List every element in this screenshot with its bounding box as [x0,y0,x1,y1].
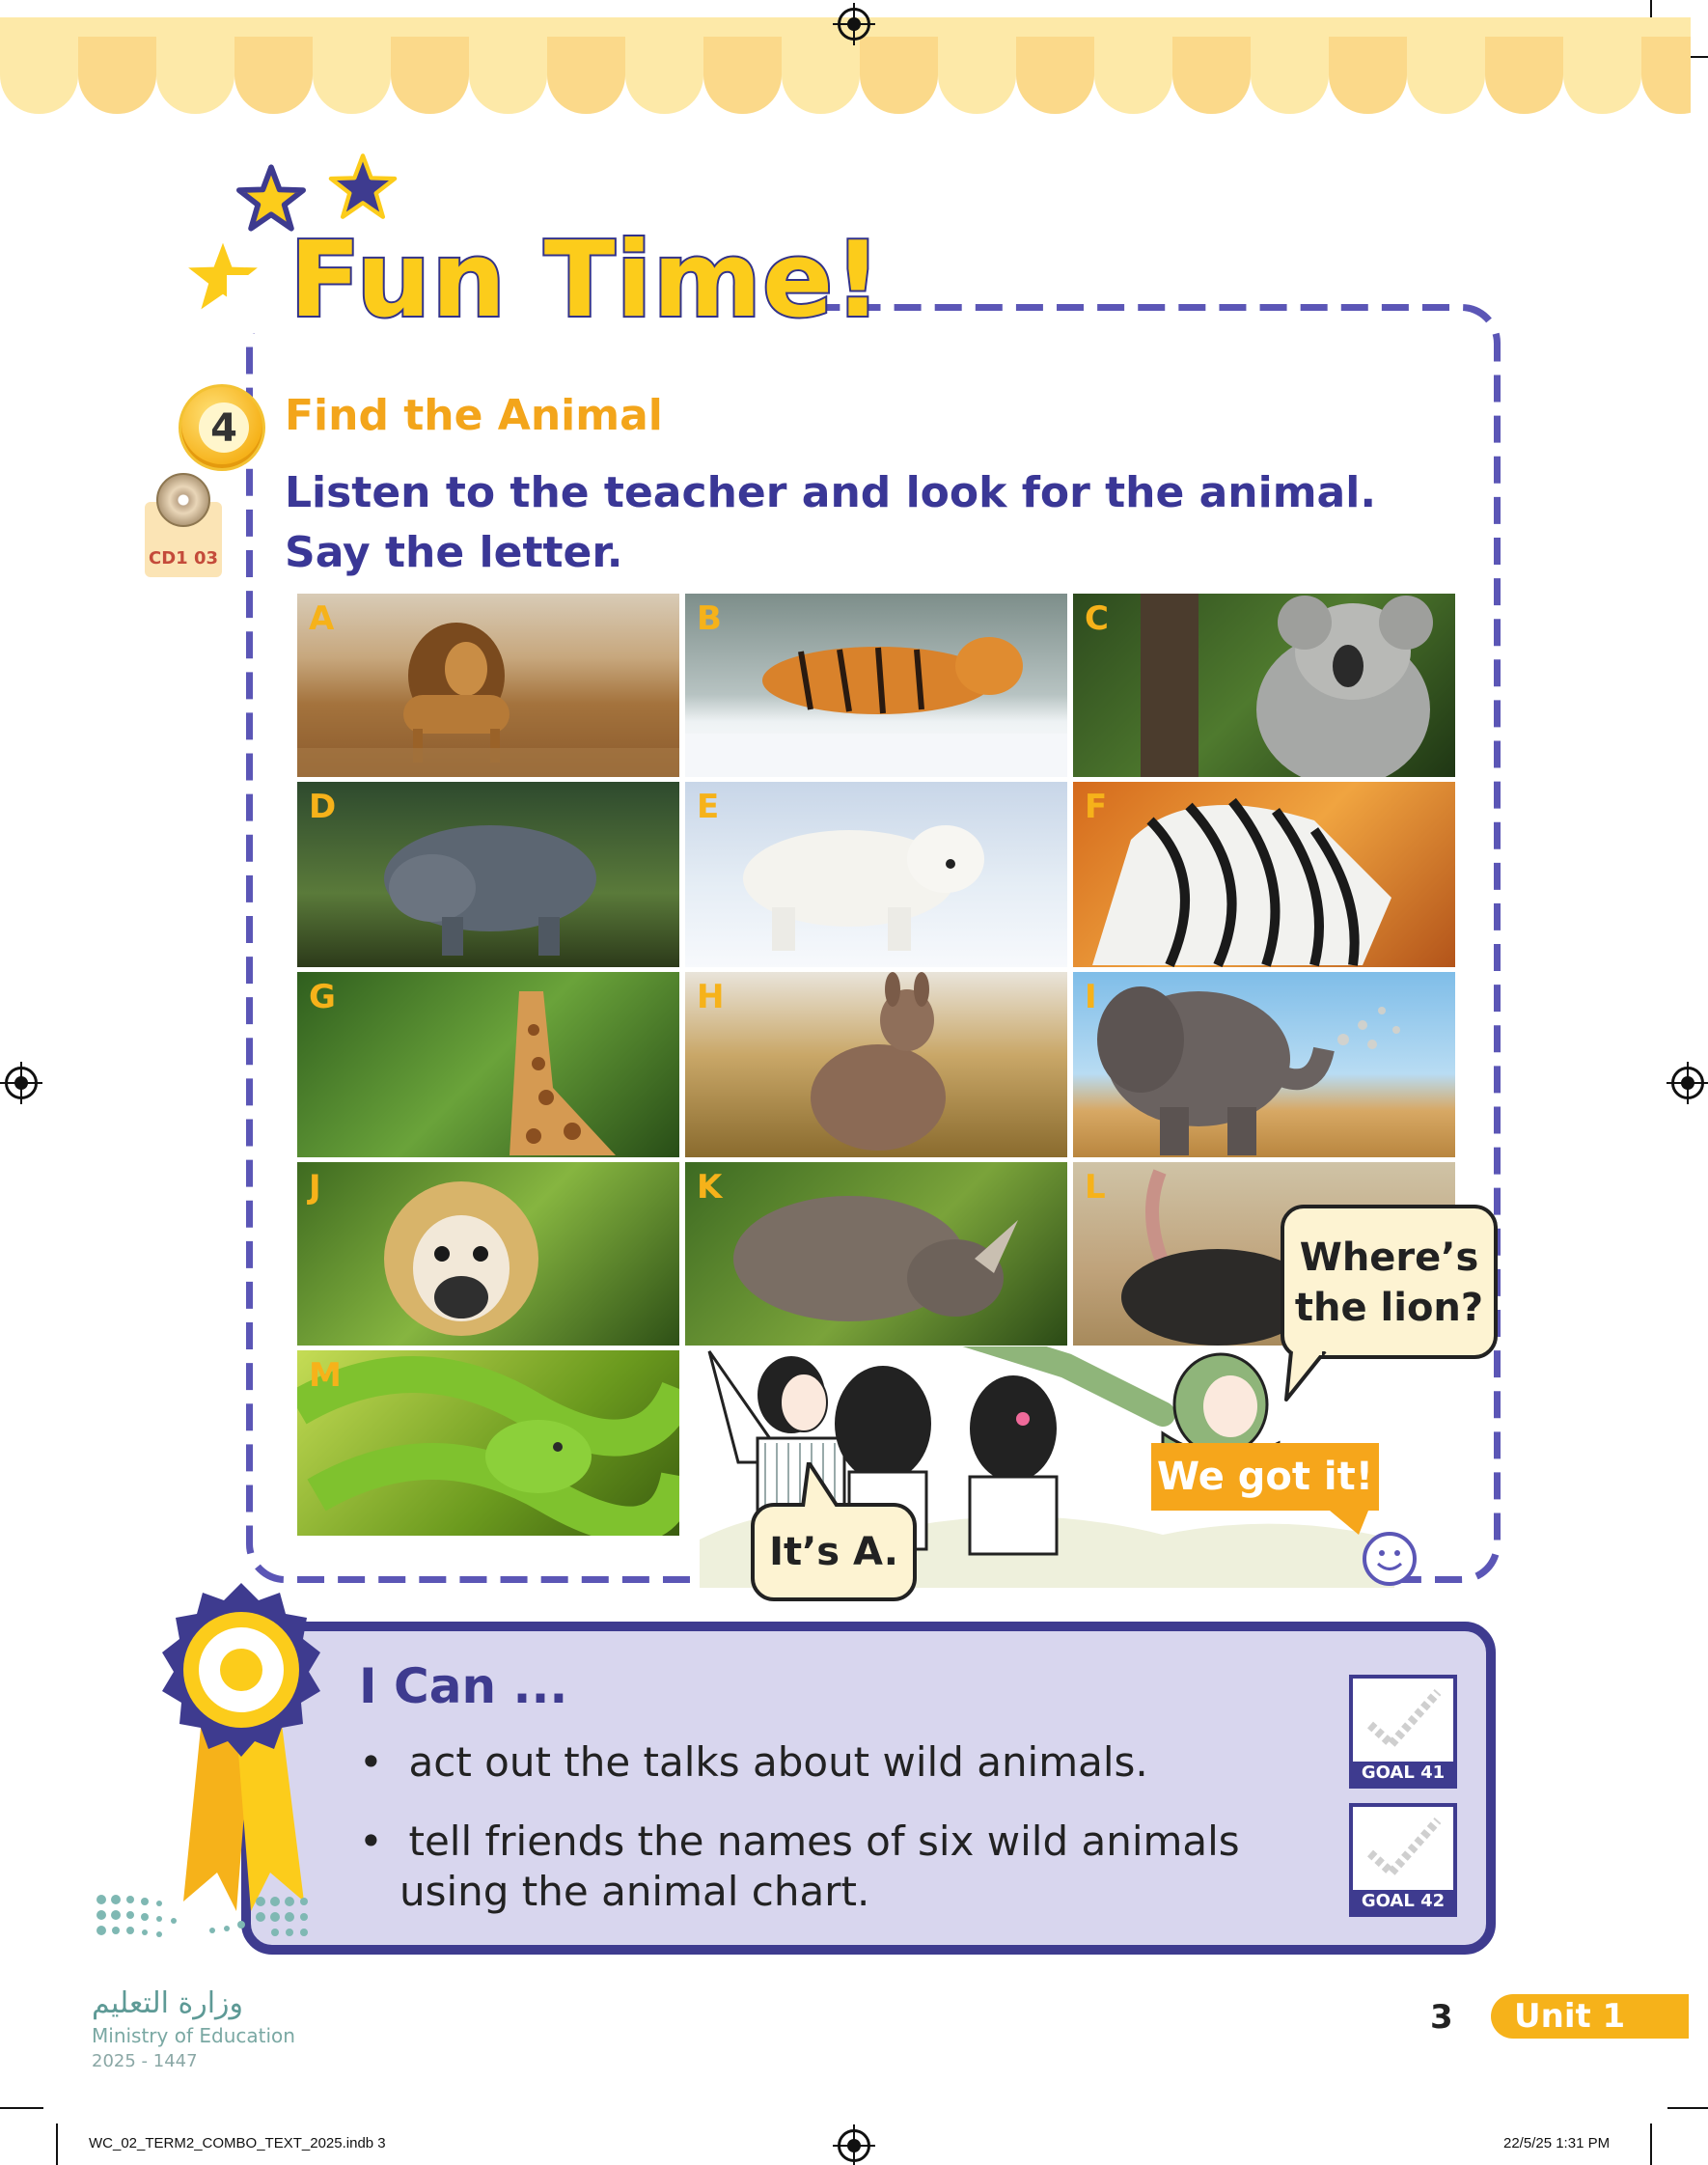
audio-track-label: CD1 03 [149,548,218,569]
photo-giraffe[interactable] [297,972,679,1157]
registration-mark [5,1067,38,1099]
check-icon [1353,1807,1453,1894]
i-can-item-text: using the animal chart. [399,1868,870,1915]
photo-letter: G [309,978,336,1016]
activity-number-badge [179,384,265,471]
ministry-name-ar: وزارة التعليم [92,1986,244,2020]
photo-monkey[interactable] [297,1162,679,1346]
bubble-tail [1281,1351,1330,1404]
speech-bubble-answer: It’s A. [751,1503,917,1601]
photo-letter: C [1085,599,1109,638]
photo-snake[interactable] [297,1350,679,1536]
photo-letter: I [1085,978,1097,1016]
ministry-year: 2025 - 1447 [92,2051,198,2071]
photo-polar-bear[interactable] [685,782,1067,967]
bubble-text: Where’s [1299,1235,1479,1280]
activity-instructions [285,463,1376,583]
ministry-name-en: Ministry of Education [92,2024,295,2047]
photo-letter: E [697,788,720,826]
photo-elephant[interactable] [1073,972,1455,1157]
goal-label: GOAL 41 [1353,1762,1453,1785]
photo-tiger[interactable] [685,594,1067,777]
i-can-item-text: act out the talks about wild animals. [408,1738,1148,1786]
instruction-line: Listen to the teacher and look for the animal. [285,468,1377,517]
photo-hippo[interactable] [297,782,679,967]
got-it-banner: We got it! [1151,1443,1379,1511]
photo-letter: K [697,1168,723,1207]
bubble-tail [799,1462,842,1507]
ministry-logo [92,1986,295,2071]
check-icon [1353,1679,1453,1765]
bubble-text: the lion? [1294,1286,1484,1330]
photo-letter: B [697,599,722,638]
photo-letter: A [309,599,335,638]
page-title: Fun Time! [289,220,883,341]
i-can-item [359,1817,1240,1917]
goal-checkbox[interactable] [1349,1803,1457,1917]
photo-zebra[interactable] [1073,782,1455,967]
photo-letter: F [1085,788,1108,826]
cd-icon [156,473,210,527]
goal-checkbox[interactable] [1349,1675,1457,1789]
photo-koala[interactable] [1073,594,1455,777]
activity-title: Find the Animal [285,391,663,440]
registration-mark [838,2129,870,2162]
i-can-title: I Can ... [359,1658,568,1714]
i-can-item [359,1737,1148,1788]
registration-mark [1671,1067,1704,1099]
registration-mark [838,8,870,41]
instruction-line: Say the letter. [285,528,623,577]
ministry-dots-logo [96,1892,309,1952]
audio-cd-button[interactable] [145,473,222,577]
bullet-dot: • [359,1738,383,1786]
goal-label: GOAL 42 [1353,1890,1453,1913]
print-slug-file: WC_02_TERM2_COMBO_TEXT_2025.indb 3 [89,2135,386,2151]
print-slug-date: 22/5/25 1:31 PM [1503,2135,1611,2151]
star-icon [328,153,398,220]
photo-letter: J [309,1168,321,1207]
photo-letter: H [697,978,725,1016]
photo-letter: D [309,788,337,826]
speech-bubble-question [1281,1205,1498,1359]
crop-mark [0,2107,43,2109]
crop-mark [1667,2107,1708,2109]
activity-number: 4 [199,402,249,453]
bullet-dot: • [359,1818,383,1865]
photo-lion[interactable] [297,594,679,777]
crop-mark [56,2123,58,2165]
i-can-item-text: tell friends the names of six wild animals [408,1818,1240,1865]
photo-letter: L [1085,1168,1106,1207]
photo-rhino[interactable] [685,1162,1067,1346]
page-number: 3 [1430,1998,1453,2037]
photo-kangaroo[interactable] [685,972,1067,1157]
photo-letter: M [309,1356,342,1395]
crop-mark [1650,2123,1652,2165]
smiley-icon [1330,1511,1417,1588]
unit-tab: Unit 1 [1491,1994,1689,2039]
